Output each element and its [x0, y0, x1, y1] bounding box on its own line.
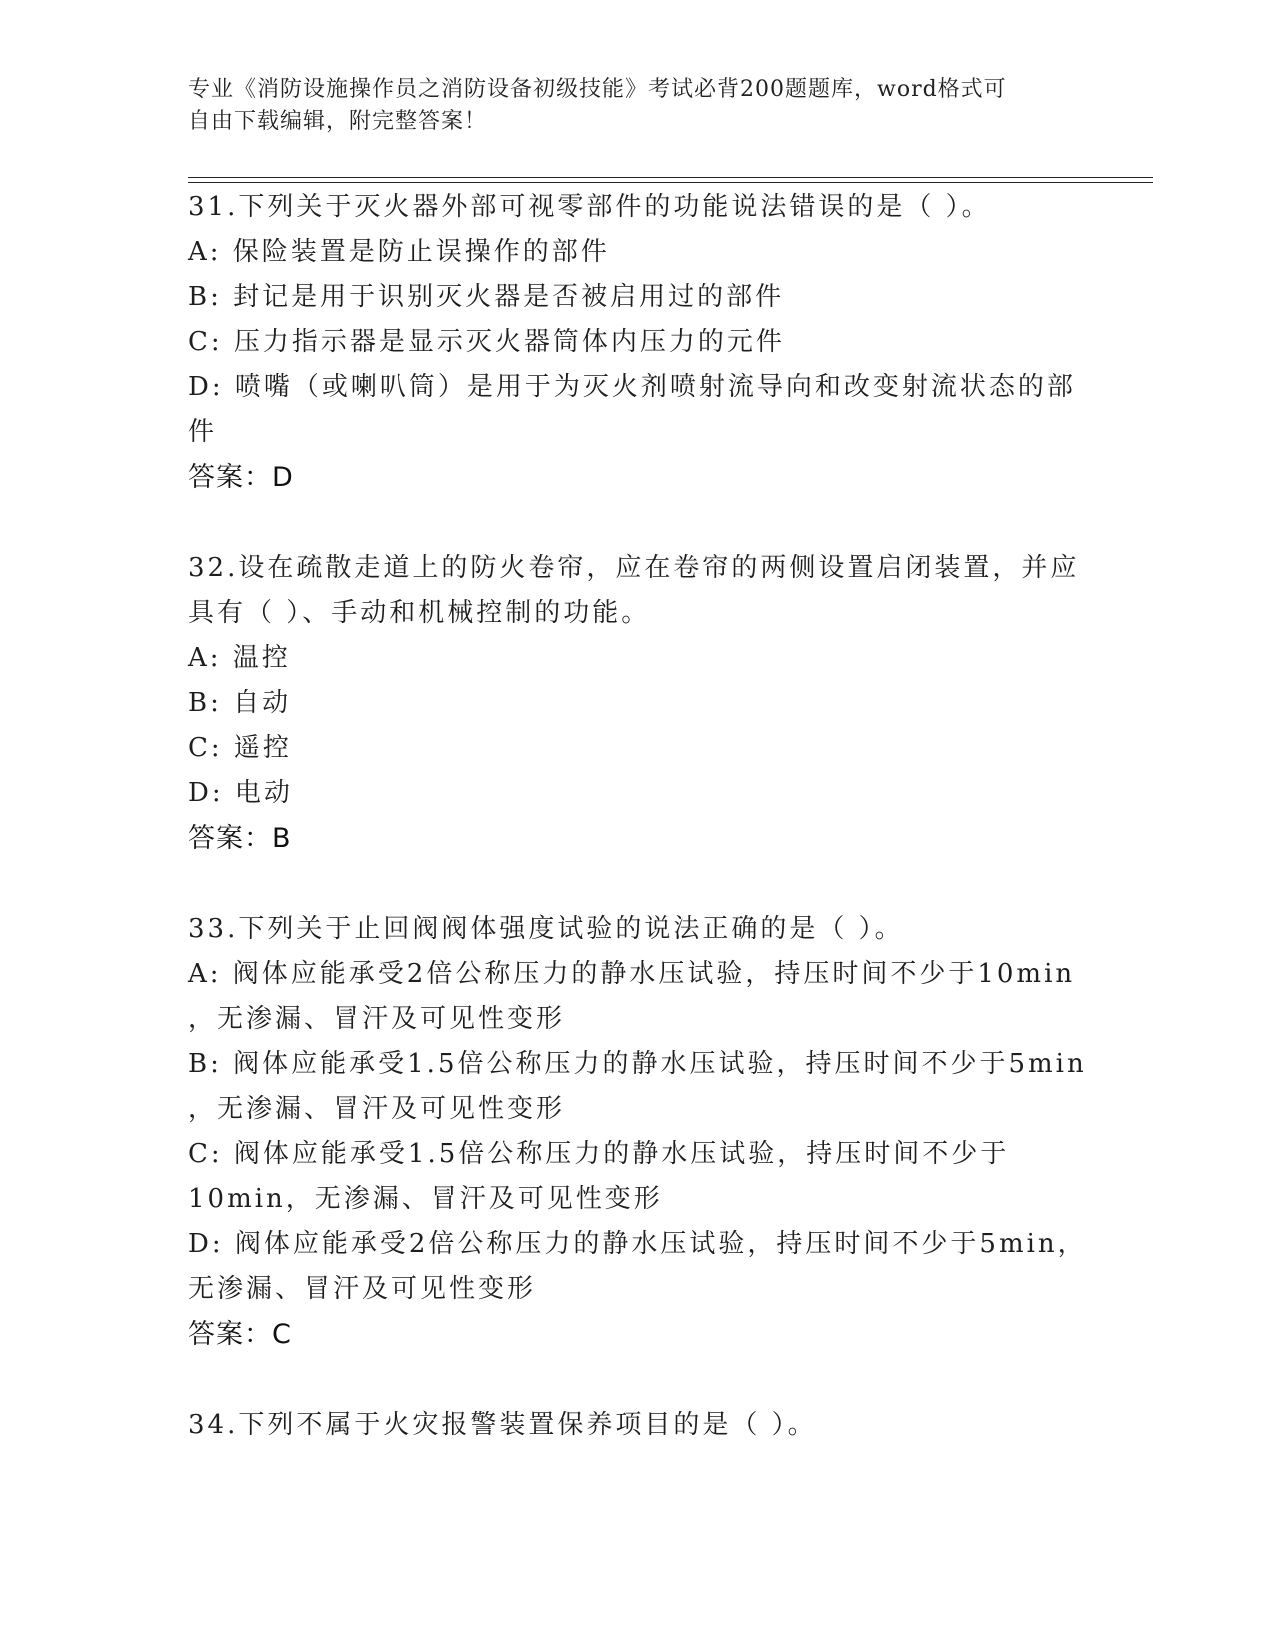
- question-stem: 33.下列关于止回阀阀体强度试验的说法正确的是（ ）。: [188, 914, 904, 944]
- header-line-2: 自由下载编辑，附完整答案！: [188, 109, 488, 134]
- document-header: [188, 74, 1088, 138]
- header-divider-top: [188, 177, 1153, 178]
- option-d: D: 喷嘴（或喇叭筒）是用于为灭火剂喷射流导向和改变射流状态的部: [188, 372, 1076, 402]
- answer: 答案：B: [188, 823, 292, 854]
- option-d-continued: 件: [188, 417, 218, 447]
- option-d: D: 阀体应能承受2倍公称压力的静水压试验，持压时间不少于5min，: [188, 1229, 1087, 1259]
- option-a: A: 阀体应能承受2倍公称压力的静水压试验，持压时间不少于10min: [188, 959, 1076, 989]
- option-a: A: 温控: [188, 643, 291, 673]
- option-d-continued: 无渗漏、冒汗及可见性变形: [188, 1274, 537, 1304]
- option-c: C: 压力指示器是显示灭火器筒体内压力的元件: [188, 327, 785, 357]
- option-a-continued: ，无渗漏、冒汗及可见性变形: [188, 1004, 566, 1034]
- option-a: A: 保险装置是防止误操作的部件: [188, 237, 610, 267]
- header-line-1: 专业《消防设施操作员之消防设备初级技能》考试必背200题题库，word格式可: [188, 77, 1007, 102]
- option-c: C: 阀体应能承受1.5倍公称压力的静水压试验，持压时间不少于: [188, 1139, 1010, 1169]
- question-stem: 34.下列不属于火灾报警装置保养项目的是（ ）。: [188, 1410, 817, 1440]
- option-b: B: 阀体应能承受1.5倍公称压力的静水压试验，持压时间不少于5min: [188, 1049, 1087, 1079]
- option-b: B: 自动: [188, 688, 292, 718]
- question-stem: 31.下列关于灭火器外部可视零部件的功能说法错误的是（ ）。: [188, 192, 991, 222]
- option-c: C: 遥控: [188, 733, 292, 763]
- question-stem-continued: 具有（ ）、手动和机械控制的功能。: [188, 598, 651, 628]
- option-b-continued: ，无渗漏、冒汗及可见性变形: [188, 1094, 566, 1124]
- option-b: B: 封记是用于识别灭火器是否被启用过的部件: [188, 282, 785, 312]
- option-c-continued: 10min，无渗漏、冒汗及可见性变形: [188, 1184, 663, 1214]
- answer: 答案：D: [188, 462, 294, 493]
- answer: 答案：C: [188, 1319, 292, 1350]
- option-d: D: 电动: [188, 778, 293, 808]
- header-divider-bottom: [188, 182, 1153, 183]
- question-stem: 32.设在疏散走道上的防火卷帘，应在卷帘的两侧设置启闭装置，并应: [188, 553, 1080, 583]
